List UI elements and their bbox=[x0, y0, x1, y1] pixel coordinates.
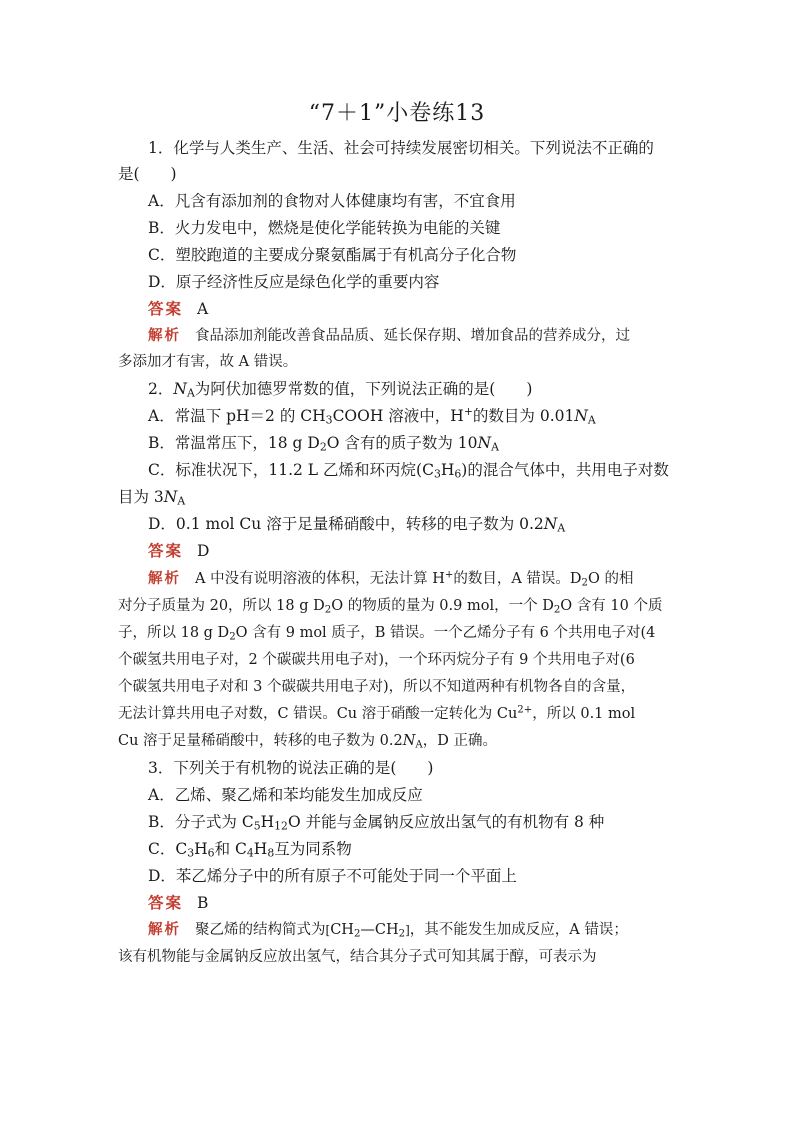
q2-explanation-line7: Cu 溶于足量稀硝酸中，转移的电子数为 $0.2N_A$，D 正确。 bbox=[118, 733, 497, 751]
q2-explanation-line1: 解析 A 中没有说明溶液的体积，无法计算 H+的数目，A 错误。$D_2O$ 的相 bbox=[148, 569, 634, 589]
analysis-label: 解析 bbox=[148, 327, 181, 344]
q2-stem: 2．$N_A$为阿伏加德罗常数的值，下列说法正确的是( ) bbox=[148, 380, 533, 400]
q2-option-c: C．标准状况下，11.2 L 乙烯和环丙烷$(C_3H_6)$的混合气体中，共用电子对数 bbox=[148, 461, 669, 481]
q1-option-a: A．凡含有添加剂的食物对人体健康均有害，不宜食用 bbox=[148, 192, 516, 210]
q1-answer bbox=[148, 299, 708, 319]
q2-explanation-line4: 个碳氢共用电子对，2 个碳碳共用电子对)，一个环丙烷分子有 9 个共用电子对(6 bbox=[118, 652, 635, 668]
q3-stem: 3．下列关于有机物的说法正确的是( ) bbox=[148, 759, 434, 777]
q2-option-d: D．0.1 mol Cu 溶于足量稀硝酸中，转移的电子数为 $0.2N_A$ bbox=[148, 515, 566, 535]
q1-stem-line1: 1．化学与人类生产、生活、社会可持续发展密切相关。下列说法不正确的 bbox=[148, 139, 654, 157]
q2-explanation-line5: 个碳氢共用电子对和 3 个碳碳共用电子对)，所以不知道两种有机物各自的含量， bbox=[118, 679, 636, 695]
q2-option-a: A．常温下 pH＝2 的 $CH_3COOH$ 溶液中，H+的数目为 $0.01N_A$ bbox=[148, 405, 596, 427]
q3-explanation-line1: 解析 聚乙烯的结构简式为$[CH_2—CH_2]$，其不能发生加成反应，A 错误； bbox=[148, 921, 628, 940]
q1-answer-value: A bbox=[197, 300, 209, 318]
q2-answer: 答案 D bbox=[148, 541, 210, 560]
q3-option-c: C．$C_3H_6$和 $C_4H_8$互为同系物 bbox=[148, 840, 352, 860]
q1-stem-line2: 是( ) bbox=[118, 165, 177, 183]
q2-option-c-line2: 目为 $3N_A$ bbox=[118, 488, 186, 508]
q2-explanation-line6: 无法计算共用电子对数，C 错误。Cu 溶于硝酸一定转化为 $Cu^{2+}$，所以 0.1 mol bbox=[118, 704, 636, 722]
q3-option-d: D．苯乙烯分子中的所有原子不可能处于同一个平面上 bbox=[148, 867, 517, 885]
q2-explanation-line3: 子，所以 18 g $D_2O$ 含有 9 mol 质子，B 错误。一个乙烯分子有 6 个共用电子对(4 bbox=[118, 625, 656, 643]
polymer-bracket-right: ] bbox=[405, 923, 410, 937]
q3-option-b: B．分子式为 $C_5H_{12}O$ 并能与金属钠反应放出氢气的有机物有 8 种 bbox=[148, 813, 605, 833]
page-title: “7＋1”小卷练13 bbox=[308, 101, 486, 126]
q3-answer: 答案 B bbox=[148, 893, 209, 912]
q1-explanation-line1: 解析 食品添加剂能改善食品品质、延长保存期、增加食品的营养成分，过 bbox=[148, 327, 630, 344]
q1-option-c: C．塑胶跑道的主要成分聚氨酯属于有机高分子化合物 bbox=[148, 246, 517, 264]
q2-option-b: B．常温常压下，18 g $D_2O$ 含有的质子数为 $10N_A$ bbox=[148, 434, 499, 454]
q1-option-b: B．火力发电中，燃烧是使化学能转换为电能的关键 bbox=[148, 219, 501, 237]
q1-option-d: D．原子经济性反应是绿色化学的重要内容 bbox=[148, 273, 440, 291]
polymer-bracket-left: [ bbox=[325, 923, 331, 937]
q3-explanation-line2: 该有机物能与金属钠反应放出氢气，结合其分子式可知其属于醇，可表示为 bbox=[118, 949, 597, 965]
q2-answer-value: D bbox=[197, 542, 210, 560]
q2-explanation-line2: 对分子质量为 20，所以 18 g $D_2O$ 的物质的量为 0.9 mol，一个 $D_2O$ 含有 10 个质 bbox=[118, 598, 663, 616]
q3-answer-value: B bbox=[197, 894, 209, 912]
answer-label: 答案 bbox=[148, 299, 184, 318]
q1-explanation-line2: 多添加才有害，故 A 错误。 bbox=[118, 354, 298, 370]
q3-option-a: A．乙烯、聚乙烯和苯均能发生加成反应 bbox=[148, 786, 423, 804]
